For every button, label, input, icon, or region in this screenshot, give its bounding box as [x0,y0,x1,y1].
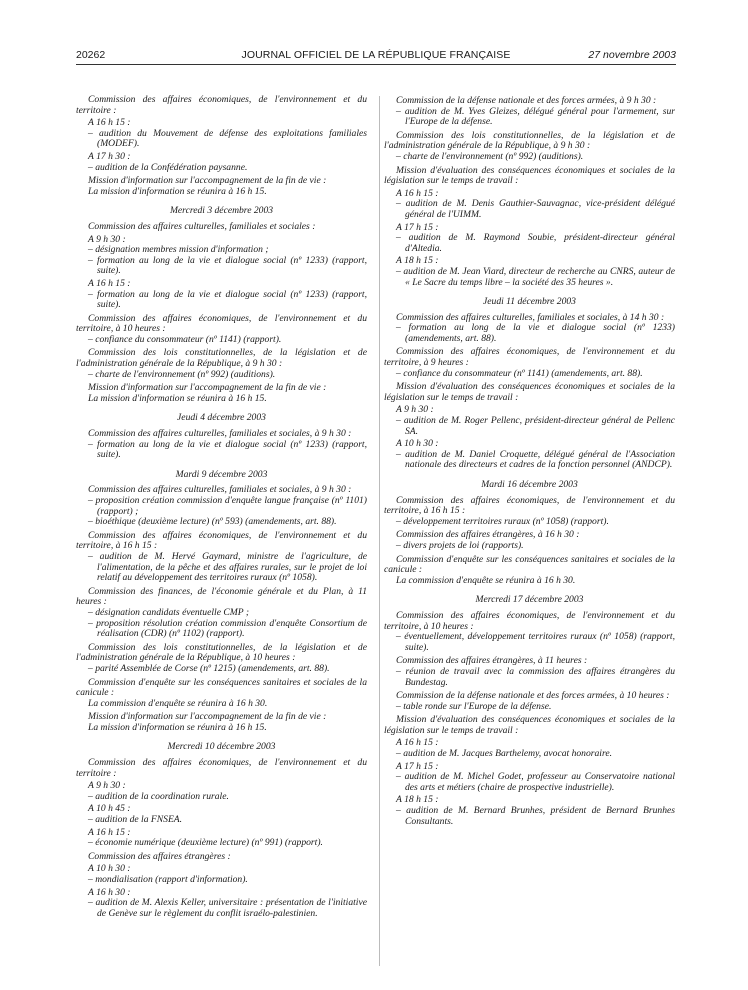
session-time: A 16 h 15 : [396,187,439,199]
agenda-item: – audition de la FNSEA. [88,814,183,826]
agenda-item: – proposition résolution création commission d'enquête Consortium de réalisation (CDR) (nº 1102) (rapport). [88,617,367,640]
session-note: La mission d'information se réunira à 16 h 15. [88,721,267,733]
agenda-item: – formation au long de la vie et dialogue social (nº 1233) (rapport, suite). [88,288,367,311]
session-time: A 16 h 15 : [88,277,131,289]
day-heading: Mardi 9 décembre 2003 [175,468,268,480]
agenda-item: – table ronde sur l'Europe de la défense. [396,700,552,712]
agenda-item: – audition de la Confédération paysanne. [88,161,248,173]
day-heading: Mercredi 10 décembre 2003 [167,741,276,753]
session-heading: Commission des affaires économiques, de l'environnement et du territoire, à 10 heures : [76,312,367,335]
session-time: A 17 h 15 : [396,221,439,233]
session-time: A 18 h 15 : [396,255,439,267]
session-heading: Commission des affaires culturelles, familiales et sociales : [88,220,316,232]
session-time: A 18 h 15 : [396,794,439,806]
agenda-item: – audition de M. Jacques Barthelemy, avocat honoraire. [396,748,612,760]
agenda-item: – audition de M. Hervé Gaymard, ministre de l'agriculture, de l'alimentation, de la pêche et des affaires rurales, sur le projet de loi relatif au développement des territoires ruraux (nº 1058). [88,550,367,584]
agenda-item: – formation au long de la vie et dialogue social (nº 1233) (amendements, art. 88). [396,322,675,344]
left-column [76,95,367,919]
session-heading: Commission d'enquête sur les conséquences sanitaires et sociales de la canicule : [76,676,367,699]
journal-title: JOURNAL OFFICIEL DE LA RÉPUBLIQUE FRANÇAISE [241,49,511,61]
session-heading: Commission des affaires économiques, de l'environnement et du territoire : [76,94,367,116]
session-heading: Commission des lois constitutionnelles, de la législation et de l'administration générale de la République, à 9 h 30 : [76,347,367,370]
session-note: La mission d'information se réunira à 16 h 15. [88,185,267,197]
page-header [76,49,676,63]
right-column [384,96,675,827]
agenda-item: – développement territoires ruraux (nº 1058) (rapport). [396,515,609,527]
session-time: A 10 h 30 : [88,863,131,875]
agenda-item: – audition de M. Daniel Croquette, délégué général de l'Association nationale des directeurs et cadres de la fonction personnel (ANDCP). [396,448,675,471]
session-heading: Commission d'enquête sur les conséquences sanitaires et sociales de la canicule : [384,553,675,576]
session-heading: Mission d'évaluation des conséquences économiques et sociales de la législation sur le temps de travail : [384,381,675,403]
session-time: A 16 h 30 : [88,886,131,898]
agenda-item: – économie numérique (deuxième lecture) (nº 991) (rapport). [88,837,323,849]
session-heading: Commission des affaires étrangères : [88,850,231,862]
agenda-item: – désignation candidats éventuelle CMP ; [88,606,250,618]
agenda-item: – audition de M. Roger Pellenc, président-directeur général de Pellenc SA. [396,415,675,437]
session-heading: Mission d'évaluation des conséquences économiques et sociales de la législation sur le temps de travail : [384,714,675,736]
session-heading: Mission d'information sur l'accompagnement de la fin de vie : [88,382,327,394]
session-heading: Commission des affaires culturelles, familiales et sociales, à 9 h 30 : [88,484,352,496]
session-heading: Commission des affaires économiques, de l'environnement et du territoire, à 16 h 15 : [76,529,367,552]
agenda-item: – audition de M. Raymond Soubie, président-directeur général d'Altedia. [396,232,675,254]
day-heading: Mardi 16 décembre 2003 [481,479,578,490]
session-time: A 16 h 15 : [396,737,439,749]
agenda-item: – audition du Mouvement de défense des exploitations familiales (MODEF). [88,127,367,150]
session-time: A 10 h 45 : [88,803,131,815]
session-note: La mission d'information se réunira à 16 h 15. [88,392,267,404]
session-time: A 17 h 30 : [88,150,131,162]
agenda-item: – désignation membres mission d'information ; [88,244,269,256]
session-heading: Commission des lois constitutionnelles, de la législation et de l'administration générale de la République, à 10 heures : [76,641,367,664]
session-heading: Mission d'information sur l'accompagnement de la fin de vie : [88,175,327,187]
page-number: 20262 [76,49,106,61]
session-heading: Commission des finances, de l'économie générale et du Plan, à 11 heures : [76,585,367,608]
session-time: A 10 h 30 : [396,438,439,450]
session-time: A 9 h 30 : [396,404,434,416]
agenda-item: – réunion de travail avec la commission des affaires étrangères du Bundestag. [396,665,675,688]
agenda-item: – audition de M. Yves Gleizes, délégué général pour l'armement, sur l'Europe de la défense. [396,105,675,128]
session-heading: Commission des affaires économiques, de l'environnement et du territoire, à 9 heures : [384,346,675,369]
agenda-item: – proposition création commission d'enquête langue française (nº 1101) (rapport) ; [88,495,367,517]
session-heading: Commission des affaires culturelles, familiales et sociales, à 14 h 30 : [396,311,665,323]
session-time: A 16 h 15 : [88,826,131,838]
agenda-item: – éventuellement, développement territoires ruraux (nº 1058) (rapport, suite). [396,631,675,653]
session-heading: Commission des affaires économiques, de l'environnement et du territoire, à 10 heures : [384,609,675,632]
session-time: A 17 h 15 : [396,760,439,772]
session-heading: Commission de la défense nationale et des forces armées, à 10 heures : [396,690,670,702]
session-heading: Commission des affaires étrangères, à 16 h 30 : [396,529,580,541]
agenda-item: – divers projets de loi (rapports). [396,539,524,551]
session-heading: Commission de la défense nationale et des forces armées, à 9 h 30 : [396,95,657,106]
column-divider [379,96,380,966]
agenda-item: – parité Assemblée de Corse (nº 1215) (amendements, art. 88). [88,662,330,674]
header-rule [76,64,676,65]
agenda-item: – charte de l'environnement (nº 992) (auditions). [88,368,276,380]
issue-date: 27 novembre 2003 [588,49,676,61]
session-heading: Mission d'information sur l'accompagnement de la fin de vie : [88,711,327,723]
session-heading: Commission des lois constitutionnelles, de la législation et de l'administration générale de la République, à 9 h 30 : [384,129,675,152]
agenda-item: – audition de la coordination rurale. [88,790,229,802]
session-note: La commission d'enquête se réunira à 16 h 30. [396,574,576,586]
session-time: A 16 h 15 : [88,117,131,129]
session-heading: Commission des affaires économiques, de l'environnement et du territoire, à 16 h 15 : [384,494,675,517]
day-heading: Mercredi 3 décembre 2003 [169,205,274,217]
agenda-item: – confiance du consommateur (nº 1141) (rapport). [88,333,282,345]
agenda-item: – confiance du consommateur (nº 1141) (amendements, art. 88). [396,367,643,379]
session-time: A 9 h 30 : [88,233,126,245]
agenda-item: – audition de M. Bernard Brunhes, président de Bernard Brunhes Consultants. [396,805,675,827]
agenda-item: – audition de M. Jean Viard, directeur de recherche au CNRS, auteur de « Le Sacre du temps libre – la société des 35 heures ». [396,265,675,288]
session-heading: Commission des affaires étrangères, à 11 heures : [396,655,588,667]
session-note: La commission d'enquête se réunira à 16 h 30. [88,697,268,709]
day-heading: Mercredi 17 décembre 2003 [475,594,584,606]
agenda-item: – mondialisation (rapport d'information). [88,874,248,885]
day-heading: Jeudi 11 décembre 2003 [483,296,576,308]
session-heading: Mission d'évaluation des conséquences économiques et sociales de la législation sur le temps de travail : [384,164,675,187]
agenda-item: – bioéthique (deuxième lecture) (nº 593) (amendements, art. 88). [88,516,337,528]
agenda-item: – formation au long de la vie et dialogue social (nº 1233) (rapport, suite). [88,438,367,461]
agenda-item: – formation au long de la vie et dialogue social (nº 1233) (rapport, suite). [88,254,367,277]
agenda-item: – audition de M. Alexis Keller, universitaire : présentation de l'initiative de Genève sur le règlement du conflit israélo-palestinien. [88,897,367,919]
session-time: A 9 h 30 : [88,780,126,792]
agenda-item: – audition de M. Denis Gauthier-Sauvagnac, vice-président délégué général de l'UIMM. [396,198,675,220]
session-heading: Commission des affaires économiques, de l'environnement et du territoire : [76,757,367,779]
agenda-item: – audition de M. Michel Godet, professeur au Conservatoire national des arts et métiers (chaire de prospective industrielle). [396,771,675,793]
agenda-item: – charte de l'environnement (nº 992) (auditions). [396,150,584,162]
session-heading: Commission des affaires culturelles, familiales et sociales, à 9 h 30 : [88,428,352,440]
day-heading: Jeudi 4 décembre 2003 [177,412,266,424]
